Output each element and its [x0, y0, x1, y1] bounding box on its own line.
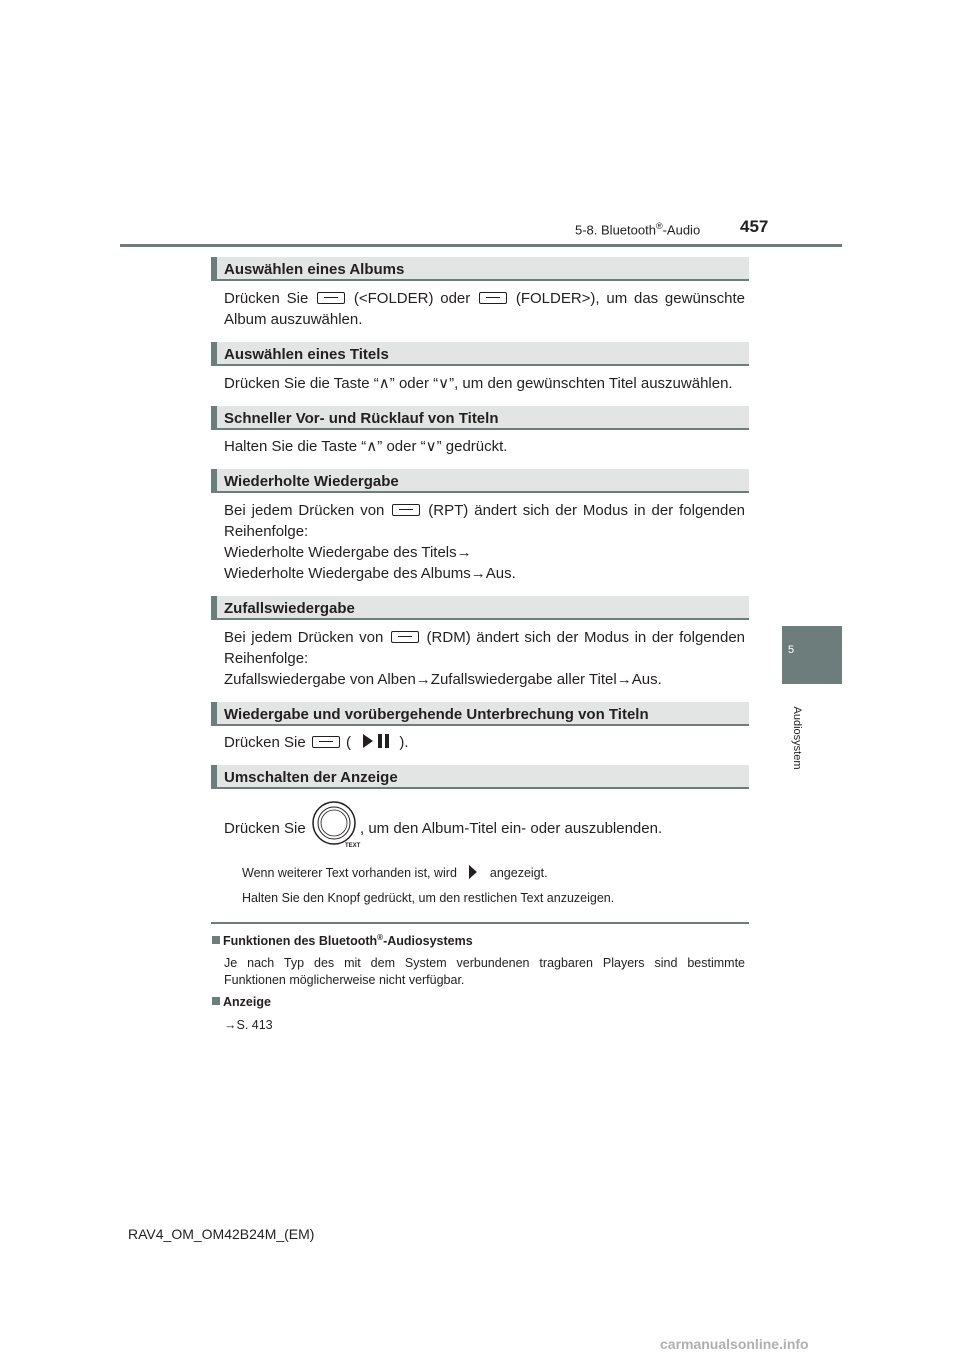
section-title: Auswählen eines Albums	[224, 261, 405, 278]
section-title: Wiedergabe und vorübergehende Unterbrechung von Titeln	[224, 706, 649, 723]
chapter-label	[779, 693, 815, 783]
watermark: carmanualsonline.info	[660, 1336, 809, 1352]
note-hold-knob: Halten Sie den Knopf gedrückt, um den restlichen Text anzuzeigen.	[242, 891, 615, 905]
section-header-fast	[211, 406, 749, 430]
play-instruction	[224, 732, 745, 753]
notes-rule	[211, 922, 749, 924]
title-instruction: Drücken Sie die Taste “∧” oder “∨”, um den gewünschten Titel auszuwählen.	[224, 375, 733, 392]
button-icon	[312, 736, 340, 748]
random-instruction-line2: Reihenfolge:	[224, 650, 309, 667]
text-span: Bei jedem Drücken von	[224, 629, 384, 646]
text-span: (RDM) ändert sich der Modus in der folgenden	[426, 629, 745, 646]
chapter-number: 5	[788, 644, 795, 656]
chapter-label-text: Audiosystem	[791, 706, 803, 770]
text-span: Drücken Sie	[224, 734, 306, 751]
footnote-title-display	[212, 995, 271, 1009]
square-bullet-icon	[212, 997, 220, 1005]
display-instruction-a: Drücken Sie	[224, 820, 306, 837]
section-suffix: -Audio	[662, 222, 701, 238]
section-title: Wiederholte Wiedergabe	[224, 473, 399, 490]
repeat-instruction-line2: Reihenfolge:	[224, 523, 309, 540]
text-span: ).	[399, 734, 409, 751]
album-instruction-line2: Album auszuwählen.	[224, 311, 363, 328]
page-number: 457	[740, 217, 769, 236]
section-title: Schneller Vor- und Rücklauf von Titeln	[224, 410, 499, 427]
knob-label: TEXT	[345, 843, 361, 849]
section-header-display	[211, 765, 749, 789]
section-header-album	[211, 257, 749, 281]
square-bullet-icon	[212, 936, 220, 944]
text-span: Wenn weiterer Text vorhanden ist, wird	[242, 866, 457, 880]
display-instruction-b: , um den Album-Titel ein- oder auszublenden.	[360, 820, 663, 837]
album-instruction-line1	[224, 288, 745, 309]
footnote-title-functions	[212, 933, 473, 948]
fast-instruction: Halten Sie die Taste “∧” oder “∨” gedrückt.	[224, 438, 508, 455]
text-span: Anzeige	[223, 995, 271, 1009]
random-instruction-line3: Zufallswiedergabe von Alben→Zufallswiedergabe aller Titel→Aus.	[224, 671, 662, 688]
text-span: (<FOLDER) oder	[353, 290, 471, 307]
random-instruction-line1	[224, 627, 745, 648]
text-span: (RPT) ändert sich der Modus in der folgenden	[428, 502, 746, 519]
repeat-instruction-line3: Wiederholte Wiedergabe des Titels→	[224, 544, 472, 561]
text-span: Bei jedem Drücken von	[224, 502, 385, 519]
note-more-text	[242, 864, 548, 880]
text-span: -Audiosystems	[383, 934, 473, 949]
header-rule	[120, 244, 842, 247]
section-breadcrumb	[575, 221, 700, 237]
button-icon	[479, 292, 507, 304]
text-span: (FOLDER>), um das gewünschte	[515, 290, 745, 307]
arrow-right-icon	[466, 864, 480, 880]
text-span: angezeigt.	[489, 866, 548, 880]
text-span: Funktionen des Bluetooth	[223, 934, 378, 949]
text-span: Drücken Sie	[224, 290, 309, 307]
repeat-instruction-line4: Wiederholte Wiedergabe des Albums→Aus.	[224, 565, 516, 582]
button-icon	[391, 631, 419, 643]
section-header-title	[211, 342, 749, 366]
section-header-play	[211, 702, 749, 726]
repeat-instruction-line1	[224, 500, 745, 521]
section-label: 5-8. Bluetooth	[575, 222, 656, 238]
button-icon	[317, 292, 345, 304]
registered-mark: ®	[377, 933, 384, 942]
text-span: (	[346, 734, 352, 751]
button-icon	[392, 504, 420, 516]
play-pause-icon	[359, 733, 391, 749]
manual-code: RAV4_OM_OM42B24M_(EM)	[128, 1226, 315, 1242]
footnote-display-ref: →S. 413	[224, 1018, 273, 1032]
section-title: Zufallswiedergabe	[224, 600, 355, 617]
section-title: Umschalten der Anzeige	[224, 769, 398, 786]
section-header-random	[211, 596, 749, 620]
footnote-functions-line2: Funktionen möglicherweise nicht verfügbar.	[224, 973, 465, 987]
registered-mark: ®	[655, 221, 663, 231]
section-title: Auswählen eines Titels	[224, 346, 389, 363]
section-header-repeat	[211, 469, 749, 493]
footnote-functions-line1: Je nach Typ des mit dem System verbundenen tragbaren Players sind bestimmte	[224, 956, 745, 970]
